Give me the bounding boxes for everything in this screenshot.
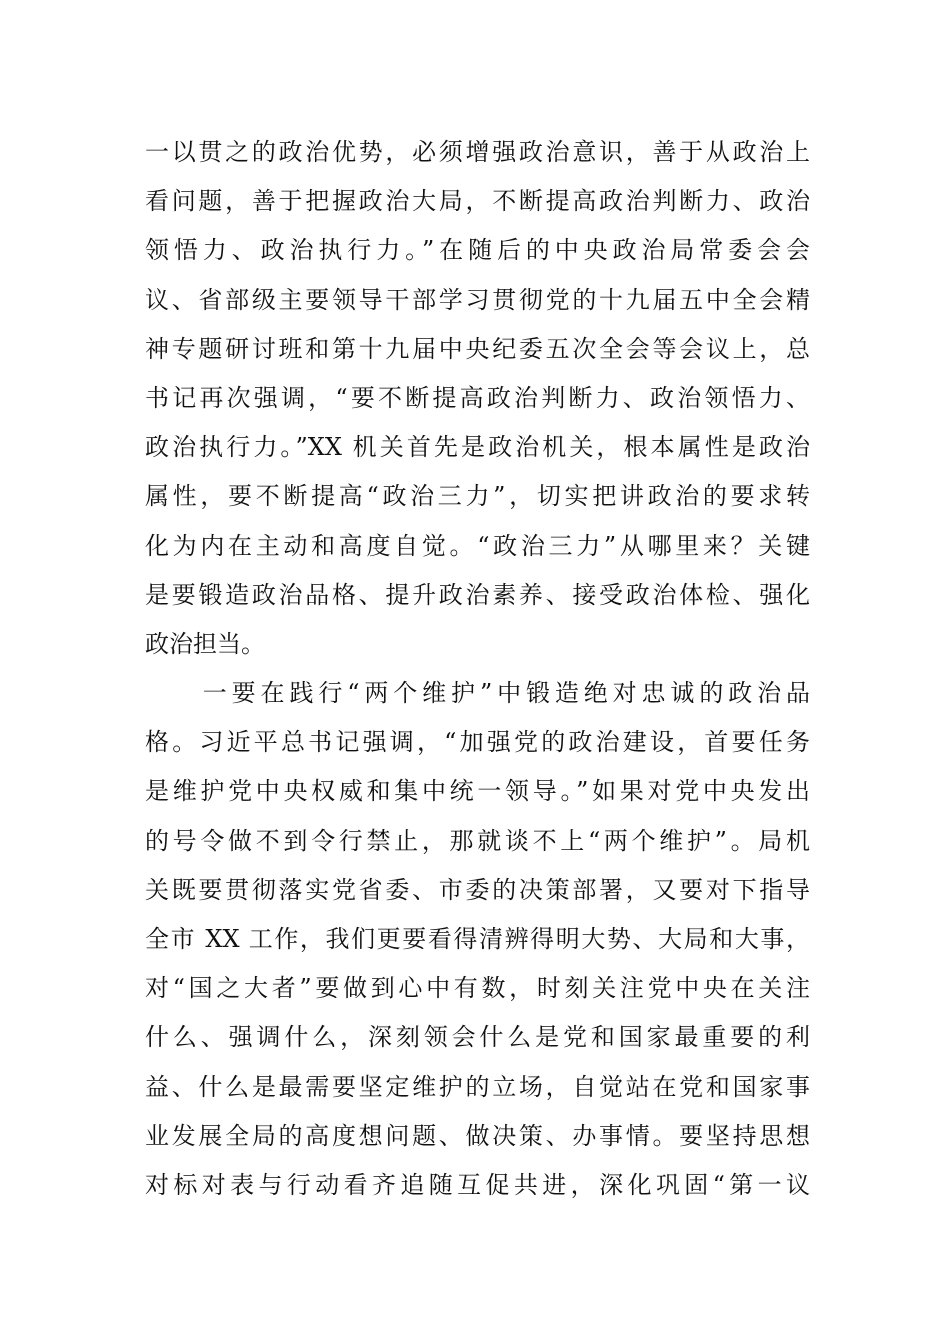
text-line: 是维护党中央权威和集中统一领导。”如果对党中央发出 — [145, 777, 810, 806]
text-line: 业发展全局的高度想问题、做决策、办事情。要坚持思想 — [145, 1121, 810, 1150]
text-line: 领悟力、政治执行力。”在随后的中央政治局常委会会 — [145, 236, 810, 265]
text-line: 神专题研讨班和第十九届中央纪委五次全会等会议上，总 — [145, 334, 810, 363]
text-line: 益、什么是最需要坚定维护的立场，自觉站在党和国家事 — [145, 1072, 810, 1101]
text-line: 什么、强调什么，深刻领会什么是党和国家最重要的利 — [145, 1023, 810, 1052]
text-line: 化为内在主动和高度自觉。“政治三力”从哪里来？关键 — [145, 531, 810, 560]
text-line: 看问题，善于把握政治大局，不断提高政治判断力、政治 — [145, 187, 810, 216]
text-line: 议、省部级主要领导干部学习贯彻党的十九届五中全会精 — [145, 285, 810, 314]
text-line: 关既要贯彻落实党省委、市委的决策部署，又要对下指导 — [145, 875, 810, 904]
text-line: 一以贯之的政治优势，必须增强政治意识，善于从政治上 — [145, 138, 810, 166]
text-line: 一要在践行“两个维护”中锻造绝对忠诚的政治品 — [145, 679, 810, 708]
text-line: 的号令做不到令行禁止，那就谈不上“两个维护”。局机 — [145, 826, 810, 855]
paragraph-1 — [145, 128, 810, 669]
body-text — [145, 128, 810, 1210]
text-line: 全市 XX 工作，我们更要看得清辨得明大势、大局和大事， — [145, 925, 810, 953]
text-line: 对“国之大者”要做到心中有数，时刻关注党中央在关注 — [145, 974, 810, 1003]
paragraph-2 — [145, 669, 810, 1210]
text-line: 格。习近平总书记强调，“加强党的政治建设，首要任务 — [145, 728, 810, 757]
text-line: 政治担当。 — [145, 629, 265, 658]
text-line: 是要锻造政治品格、提升政治素养、接受政治体检、强化 — [145, 580, 810, 609]
text-line: 政治执行力。”XX 机关首先是政治机关，根本属性是政治 — [145, 433, 810, 462]
text-line: 对标对表与行动看齐追随互促共进，深化巩固“第一议 — [145, 1170, 810, 1199]
text-line: 属性，要不断提高“政治三力”，切实把讲政治的要求转 — [145, 482, 810, 511]
text-line: 书记再次强调，“要不断提高政治判断力、政治领悟力、 — [145, 383, 810, 412]
